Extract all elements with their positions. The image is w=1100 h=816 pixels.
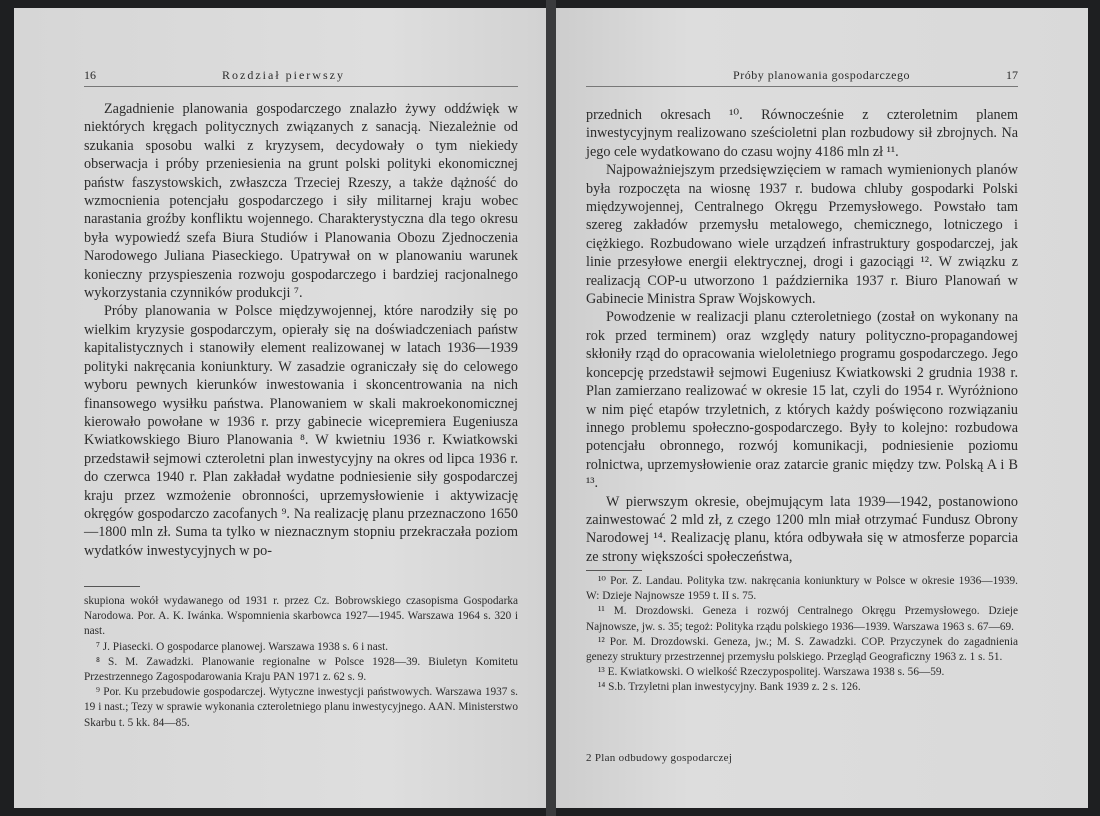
body-text-left (84, 100, 518, 560)
footnote: skupiona wokół wydawanego od 1931 r. przez Cz. Bobrowskiego czasopisma Gospodarka Narodowa. Por. A. K. Iwánka. Wspomnienia skarbowca 1927—1945. Warszawa 1964 s. 320 i nast. (84, 595, 518, 638)
footnote: ¹² Por. M. Drozdowski. Geneza, jw.; M. S. Zawadzki. COP. Przyczynek do zagadnienia genezy struktury przestrzennej przemysłu polskiego. Przegląd Geograficzny 1963 z. 1 s. 51. (586, 635, 1018, 664)
paragraph: Powodzenie w realizacji planu czteroletniego (został on wykonany na rok przed terminem) oraz względy natury polityczno-propagandowej skłoniły rząd do opracowania wieloletniego programu gospodarczego. Jego koncepcję przedstawił sejmowi Eugeniusz Kwiatkowski 2 grudnia 1938 r. Plan zamierzano realizować w okresie 15 lat, czyli do 1954 r. Wyróżniono w nim pięć etapów trzyletnich, z których każdy poświęcono rozwiązaniu innego problemu społeczno-gospodarczego. Były to kolejno: rozbudowa potencjału obronnego, rozwój komunikacji, podniesienie poziomu rolnictwa, uprzemysłowienie oraz zatarcie granic między tzw. Polską A i B ¹³. (586, 309, 1018, 492)
paragraph: Próby planowania w Polsce międzywojennej, które narodziły się po wielkim kryzysie gospodarczym, opierały się na doświadczeniach państw kapitalistycznych i stanowiły element realizowanej w latach 1936—1939 polityki nakręcania koniunktury. W zasadzie ograniczały się do celowego wyboru pewnych kierunków inwestowania i skoncentrowania na nich finansowego wysiłku państwa. Planowaniem w skali makroekonomicznej kierowało powołane w 1936 r. przy gabinecie wicepremiera Eugeniusza Kwiatkowskiego Biuro Planowania ⁸. W kwietniu 1936 r. Kwiatkowski przedstawił sejmowi czteroletni plan inwestycyjny na okres od lipca 1936 r. do czerwca 1940 r. Plan zakładał wydatne podniesienie siły gospodarczej kraju przez wzmożenie obronności, uprzemysłowienie i aktywizację okręgów gospodarczo zacofanych ⁹. Na realizację planu przeznaczono 1650—1800 mln zł. Suma ta tylko w nieznacznym stopniu przekraczała poziom wydatków inwestycyjnych w po- (84, 303, 518, 559)
footnote: ¹⁴ S.b. Trzyletni plan inwestycyjny. Bank 1939 z. 2 s. 126. (598, 681, 861, 694)
running-head-left (84, 64, 518, 87)
book-gutter (546, 0, 556, 816)
footnote-rule (84, 586, 140, 587)
page-number-right: 17 (1006, 68, 1018, 82)
footnote: ¹¹ M. Drozdowski. Geneza i rozwój Centralnego Okręgu Przemysłowego. Dzieje Najnowsze, jw. s. 35; tegoż: Polityka rządu polskiego 1936—1939. Warszawa 1963 s. 67—69. (586, 605, 1018, 633)
paragraph: Zagadnienie planowania gospodarczego znalazło żywy oddźwięk w niektórych kręgach politycznych związanych z sanacją. Niezależnie od szukania sposobu walki z kryzysem, decydowały o tym niekiedy obserwacja i próby przeniesienia na grunt polski polityki ekonomicznej państw faszystowskich, zwłaszcza Trzeciej Rzeszy, a także dążność do wzmocnienia potencjału gospodarczego i siły militarnej kraju wobec narastania groźby konfliktu wojennego. Charakterystyczna dla tego okresu była wypowiedź szefa Biura Studiów i Planowania Obozu Zjednoczenia Narodowego Juliana Piaseckiego. Upatrywał on w planowaniu warunek konieczny przyspieszenia rozwoju gospodarczego i bardziej racjonalnego wykorzystania czynników produkcji ⁷. (84, 101, 518, 302)
left-page (14, 8, 546, 808)
paragraph: W pierwszym okresie, obejmującym lata 1939—1942, postanowiono zainwestować 2 mld zł, z czego 1200 mln miał otrzymać Fundusz Obrony Narodowej ¹⁴. Realizację planu, która odbywała się w atmosferze poparcia ze strony większości społeczeństwa, (586, 493, 1018, 565)
page-number-left: 16 (84, 68, 96, 82)
footnote: ⁷ J. Piasecki. O gospodarce planowej. Warszawa 1938 s. 6 i nast. (96, 640, 389, 653)
right-page (556, 8, 1088, 808)
footnote: ⁹ Por. Ku przebudowie gospodarczej. Wytyczne inwestycji państwowych. Warszawa 1937 s. 19 i nast.; Tezy w sprawie wykonania czteroletniego planu inwestycyjnego. AAN. Ministerstwo Skarbu t. 5 kk. 84—85. (84, 686, 518, 729)
body-text-right (586, 106, 1018, 566)
section-title: Próby planowania gospodarczego (733, 68, 910, 82)
chapter-title: Rozdział pierwszy (222, 68, 345, 82)
footnote: ⁸ S. M. Zawadzki. Planowanie regionalne w Polsce 1928—39. Biuletyn Komitetu Przestrzennego Zagospodarowania Kraju PAN 1971 z. 62 s. 9. (84, 655, 518, 684)
footnote-rule (586, 570, 642, 571)
footnote: ¹⁰ Por. Z. Landau. Polityka tzw. nakręcania koniunktury w Polsce w okresie 1936—1939. W: Dzieje Najnowsze 1959 t. II s. 75. (586, 575, 1018, 603)
signature-mark: 2 Plan odbudowy gospodarczej (586, 752, 733, 764)
paragraph: Najpoważniejszym przedsięwzięciem w ramach wymienionych planów była rozpoczęta na wiosnę 1937 r. budowa chluby gospodarki Polski międzywojennej, Centralnego Okręgu Przemysłowego. Powstało tam szereg zakładów przemysłu metalowego, chemicznego, lotniczego i ciężkiego. Rozbudowano wiele urządzeń infrastruktury gospodarczej, jak linie przesyłowe energii elektrycznej, drogi i gazociągi ¹². W związku z realizacją COP-u utworzono 1 października 1937 r. Biuro Planowań w Gabinecie Ministra Spraw Wojskowych. (586, 162, 1018, 308)
footnotes-right (586, 574, 1018, 696)
running-head-right (586, 64, 1018, 87)
footnote: ¹³ E. Kwiatkowski. O wielkość Rzeczypospolitej. Warszawa 1938 s. 56—59. (598, 666, 945, 679)
paragraph: przednich okresach ¹⁰. Równocześnie z czteroletnim planem inwestycyjnym realizowano sześcioletni plan rozbudowy sił zbrojnych. Na jego cele wydatkowano do czasu wojny 4186 mln zł ¹¹. (586, 107, 1018, 160)
footnotes-left (84, 594, 518, 731)
